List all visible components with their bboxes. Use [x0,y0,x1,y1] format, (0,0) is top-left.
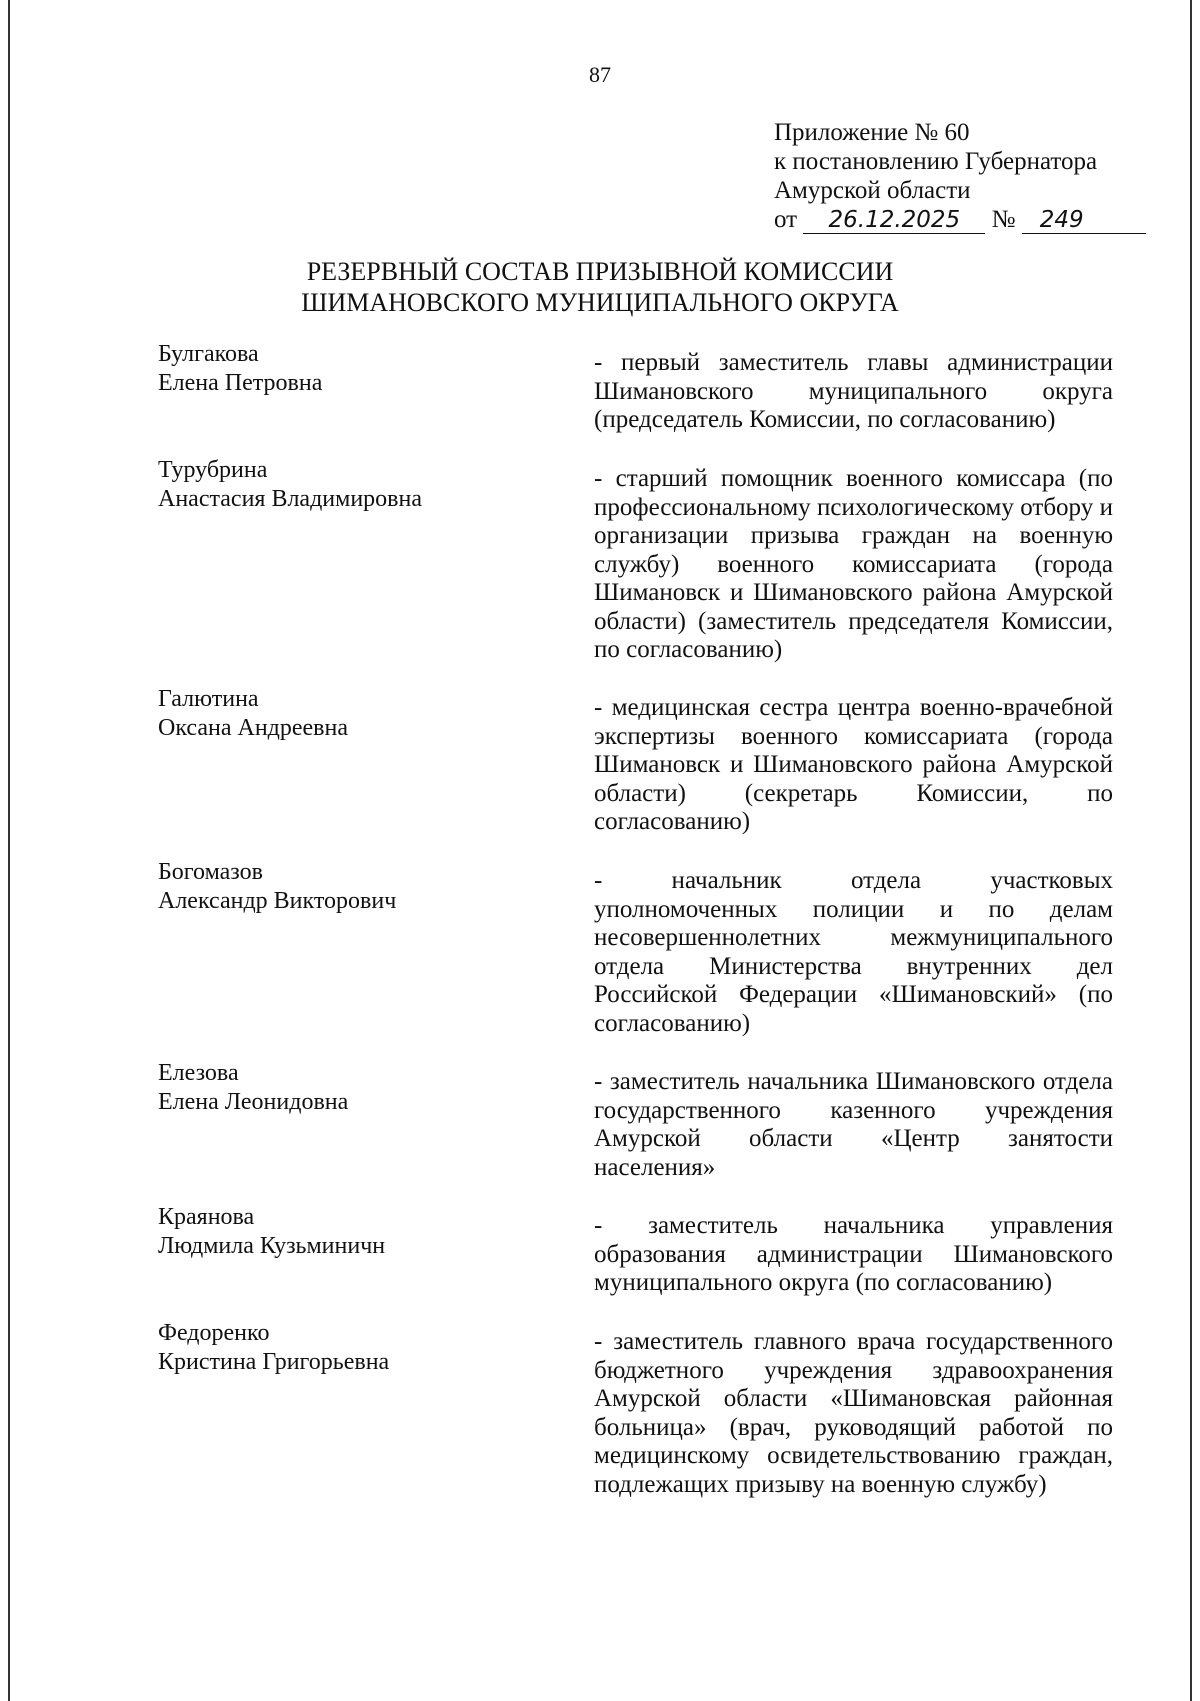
member-given-name: Анастасия Владимировна [158,486,422,512]
appendix-number: Приложение № 60 [774,119,970,146]
member-name [158,1319,558,1377]
member-name [158,456,558,514]
member-surname: Турубрина [158,457,268,483]
page-number: 87 [589,62,611,87]
title-line-2: ШИМАНОВСКОГО МУНИЦИПАЛЬНОГО ОКРУГА [301,288,899,317]
member-name [158,685,558,743]
decree-date-number [774,205,1146,234]
member-given-name: Людмила Кузьминичн [158,1233,386,1259]
member-role: - заместитель начальника Шимановского отдела государственного казенного учреждения Амурской области «Центр занятости населения» [594,1068,1113,1181]
member-name [158,340,558,398]
member-surname: Богомазов [158,859,263,885]
member-role: - начальник отдела участковых уполномоченных полиции и по делам несовершеннолетних межмуниципального отдела Министерства внутренних дел Российской Федерации «Шимановский» (по согласованию) [594,867,1113,1037]
member-surname: Федоренко [158,1320,270,1346]
member-role: - заместитель главного врача государственного бюджетного учреждения здравоохранения Амурской области «Шимановская районная больница» (врач, руководящий работой по медицинскому освидетельствованию граждан, подлежащих призыву на военную службу) [594,1328,1113,1498]
member-role: - старший помощник военного комиссара (по профессиональному психологическому отбору и организации призыва граждан на военную службу) военного комиссариата (города Шимановск и Шимановского района Амурской области) (заместитель председателя Комиссии, по согласованию) [594,465,1113,663]
member-name [158,1059,558,1117]
member-surname: Елезова [158,1060,239,1086]
member-given-name: Оксана Андреевна [158,715,349,741]
member-role: - заместитель начальника управления образования администрации Шимановского муниципального округа (по согласованию) [594,1212,1113,1296]
date-prefix: от [774,206,798,233]
document-title [0,256,1200,318]
member-given-name: Елена Петровна [158,370,323,396]
member-given-name: Елена Леонидовна [158,1089,349,1115]
decree-number: 249 [1022,208,1146,234]
member-name [158,858,558,916]
member-given-name: Кристина Григорьевна [158,1349,390,1375]
decree-date: 26.12.2025 [803,208,985,234]
appendix-decree-ref: к постановлению Губернатора [774,148,1098,175]
member-given-name: Александр Викторович [158,888,397,914]
member-role: - первый заместитель главы администрации Шимановского муниципального округа (председатель Комиссии, по согласованию) [594,349,1113,433]
member-surname: Галютина [158,686,259,712]
number-prefix: № [991,206,1016,233]
title-line-1: РЕЗЕРВНЫЙ СОСТАВ ПРИЗЫВНОЙ КОМИССИИ [306,257,894,286]
member-role: - медицинская сестра центра военно-врачебной экспертизы военного комиссариата (города Шимановск и Шимановского района Амурской области) (секретарь Комиссии, по согласованию) [594,694,1113,835]
member-surname: Булгакова [158,341,259,367]
appendix-block [774,118,1146,234]
appendix-region: Амурской области [774,177,971,204]
member-surname: Краянова [158,1204,255,1230]
member-name [158,1203,558,1261]
